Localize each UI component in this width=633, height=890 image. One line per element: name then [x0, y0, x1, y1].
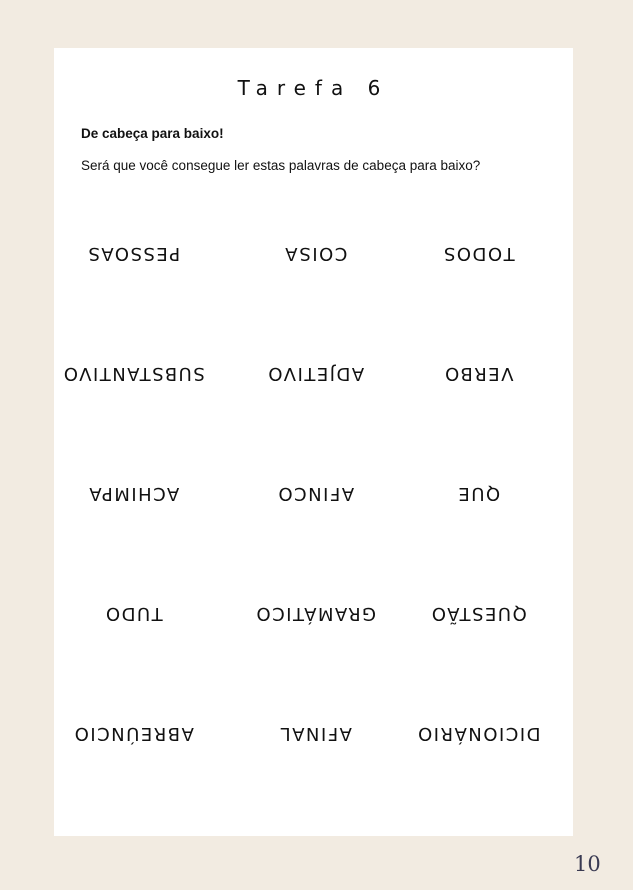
upside-down-word: TUDO	[104, 603, 163, 624]
word-row-2	[54, 363, 573, 483]
page-number: 10	[574, 852, 601, 876]
upside-down-word: GRAMÁTICO	[254, 603, 377, 624]
page-title: Tarefa 6	[237, 76, 390, 100]
upside-down-word: DICIONÁRIO	[416, 723, 541, 744]
upside-down-word: SUBSTANTIVO	[62, 363, 205, 384]
upside-down-word-grid	[54, 243, 573, 843]
upside-down-word: ACHIMPA	[87, 483, 180, 504]
word-row-5	[54, 723, 573, 843]
upside-down-word: AFINAL	[279, 723, 352, 744]
word-row-1	[54, 243, 573, 363]
upside-down-word: PESSOAS	[86, 243, 181, 264]
upside-down-word: ABREÚNCIO	[73, 723, 194, 744]
word-row-4	[54, 603, 573, 723]
upside-down-word: VERBO	[443, 363, 514, 384]
activity-subtitle: De cabeça para baixo!	[81, 126, 224, 141]
upside-down-word: TODOS	[442, 243, 515, 264]
worksheet-page	[54, 48, 573, 836]
upside-down-word: AFINCO	[276, 483, 355, 504]
upside-down-word: QUESTÃO	[430, 603, 527, 624]
activity-instructions: Será que você consegue ler estas palavras de cabeça para baixo?	[81, 158, 481, 173]
word-row-3	[54, 483, 573, 603]
upside-down-word: QUE	[456, 483, 501, 504]
upside-down-word: COISA	[283, 243, 348, 264]
upside-down-word: ADJETIVO	[266, 363, 365, 384]
